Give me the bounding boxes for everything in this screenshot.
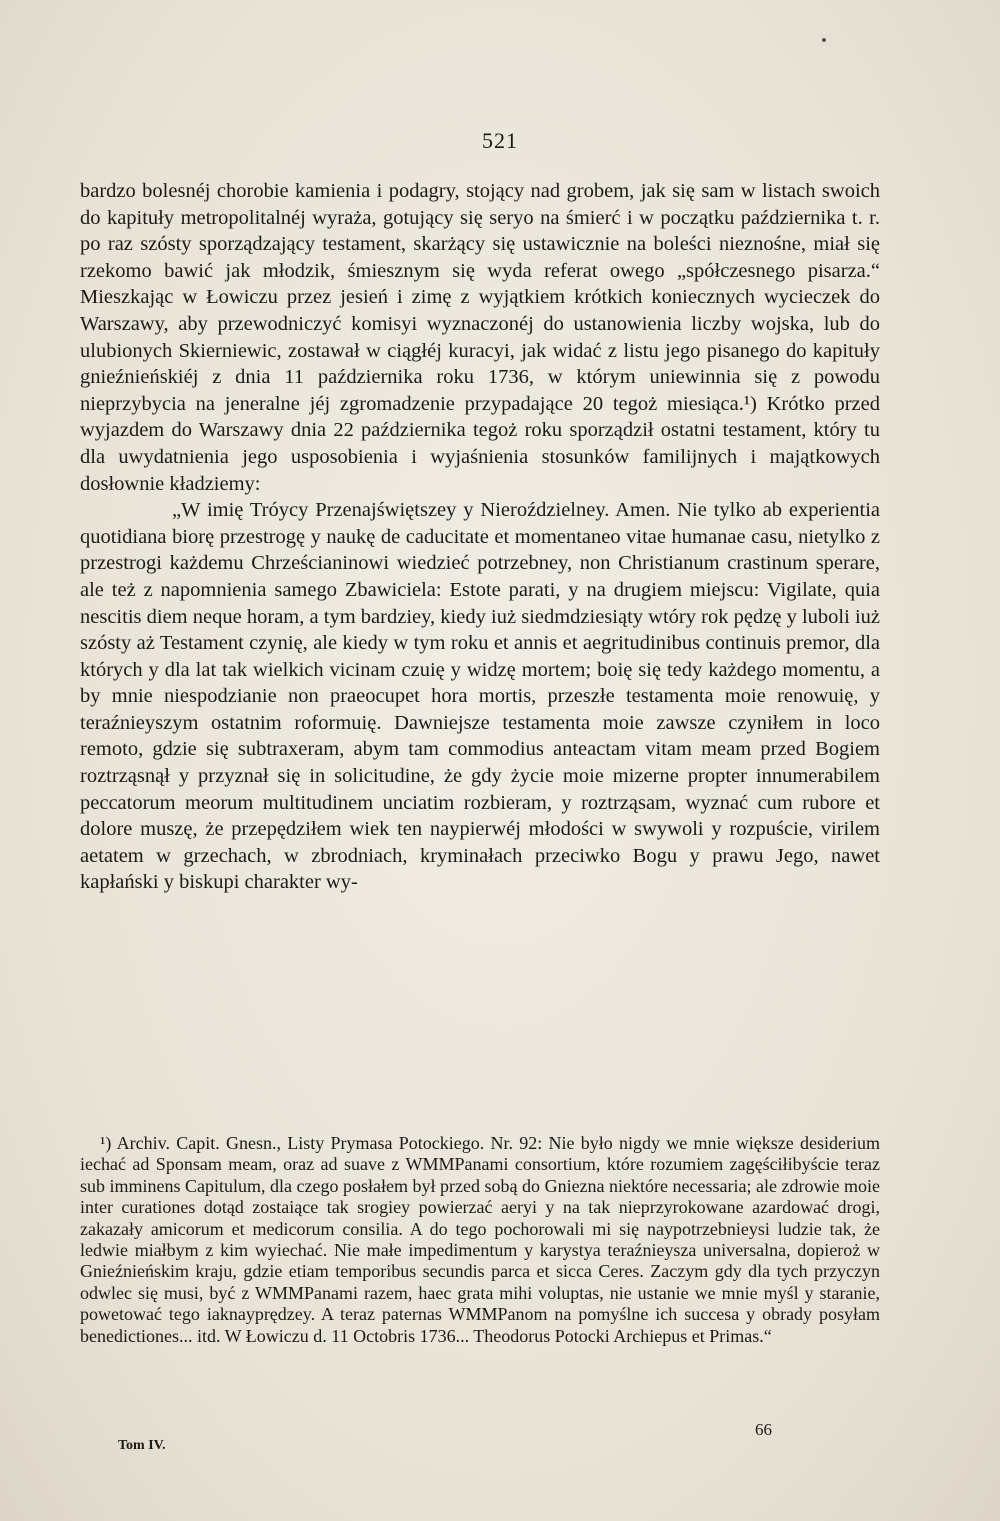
body-paragraph-2: „W imię Tróycy Przenajświętszey y Nieroździelney. Amen. Nie tylko ab experientia quotidiana biorę przestrogę y naukę de caducitate et momentaneo vitae humanae casu, nietylko z przestrogi każdemu Chrześcianinowi wiedzieć potrzebney, non Christianum crastinum sperare, ale też z napomnienia samego Zbawiciela: Estote parati, y na drugiem miejscu: Vigilate, quia nescitis diem neque horam, a tym bardziey, kiedy iuż siedmdziesiąty wtóry rok pędzę y luboli iuż szósty aż Testament czynię, ale kiedy w tym roku et annis et aegritudinibus continuis premor, dla których y dla lat tak wielkich vicinam czuię y widzę mortem; boię się tedy każdego momentu, a by mnie niespodzianie non praeocupet hora mortis, przeszłe testamenta moie renowuię, y teraźnieyszym ostatnim roformuię. Dawniejsze testamenta moie zawsze czyniłem in loco remoto, gdzie się subtraxeram, abym tam commodius anteactam vitam meam przed Bogiem roztrząsnął y przyznał się in solicitudine, że gdy życie moie mizerne propter innumerabilem peccatorum meorum multitudinem unciatim rozbieram, y roztrząsam, wyznać cum rubore et dolore muszę, że przepędziłem wiek ten naypierwéj młodości w swywoli y rozpuście, virilem aetatem w grzechach, w zbrodniach, kryminałach przeciwko Bogu y prawu Jego, nawet kapłański y biskupi charakter wy- <box>80 499 880 894</box>
main-text-block <box>80 178 880 896</box>
body-paragraph-1: bardzo bolesnéj chorobie kamienia i podagry, stojący nad grobem, jak się sam w listach swoich do kapituły metropolitalnéj wyraża, gotujący się seryo na śmierć i w początku października t. r. po raz szósty sporządzający testament, skarżący się ustawicznie na boleści nieznośne, miał się rzekomo bawić jak młodzik, śmiesznym się wyda referat owego „spółczesnego pisarza.“ Mieszkając w Łowiczu przez jesień i zimę z wyjątkiem krótkich koniecznych wycieczek do Warszawy, aby przewodniczyć komisyi wyznaczonéj do ustanowienia liczby wojska, lub do ulubionych Skierniewic, zostawał w ciągłéj kuracyi, jak widać z listu jego pisanego do kapituły gnieźnieńskiéj z dnia 11 października roku 1736, w którym uniewinnia się z powodu nieprzybycia na jeneralne jéj zgromadzenie przypadające 20 tegoż miesiąca.¹) Krótko przed wyjazdem do Warszawy dnia 22 października tegoż roku sporządził ostatni testament, który tu dla uwydatnienia jego usposobienia i wyjaśnienia stosunków familijnych i majątkowych dosłownie kładziemy: <box>80 180 880 495</box>
page-number: 521 <box>482 128 518 153</box>
footnote-block <box>80 1133 880 1347</box>
volume-label: Tom IV. <box>118 1438 166 1453</box>
signature-number: 66 <box>755 1420 772 1439</box>
footnote-1: ¹) Archiv. Capit. Gnesn., Listy Prymasa Potockiego. Nr. 92: Nie było nigdy we mnie większe desiderium iechać ad Sponsam meam, oraz ad suave z WMMPanami consortium, które rozumiem zagęściłibyście teraz sub imminens Capitulum, dla czego posłałem był przed sobą do Gniezna niektóre necessaria; ale zdrowie moie inter curationes dotąd zostaiące tak srogiey powierzać aeryi y na tak nieprzyrokowane azardować drogi, zakazały amicorum et medicorum consilia. A do tego pochorowali mi się naypotrzebnieysi ludzie tak, że ledwie miałbym z kim wyiechać. Nie małe impedimentum y karystya teraźnieysza universalna, dopieroż w Gnieźnieńskim kraju, gdzie etiam temporibus secundis parca et sicca Ceres. Zaczym gdy dla tych przyczyn odwlec się musi, być z WMMPanami razem, haec grata mihi voluptas, nie ustanie we mnie myśl y staranie, powetować tego iaknayprędzey. A teraz paternas WMMPanom na pomyślne ich succesa y obrady posyłam benedictiones... itd. W Łowiczu d. 11 Octobris 1736... Theodorus Potocki Archiepus et Primas.“ <box>80 1133 880 1346</box>
ink-speck <box>822 38 826 42</box>
